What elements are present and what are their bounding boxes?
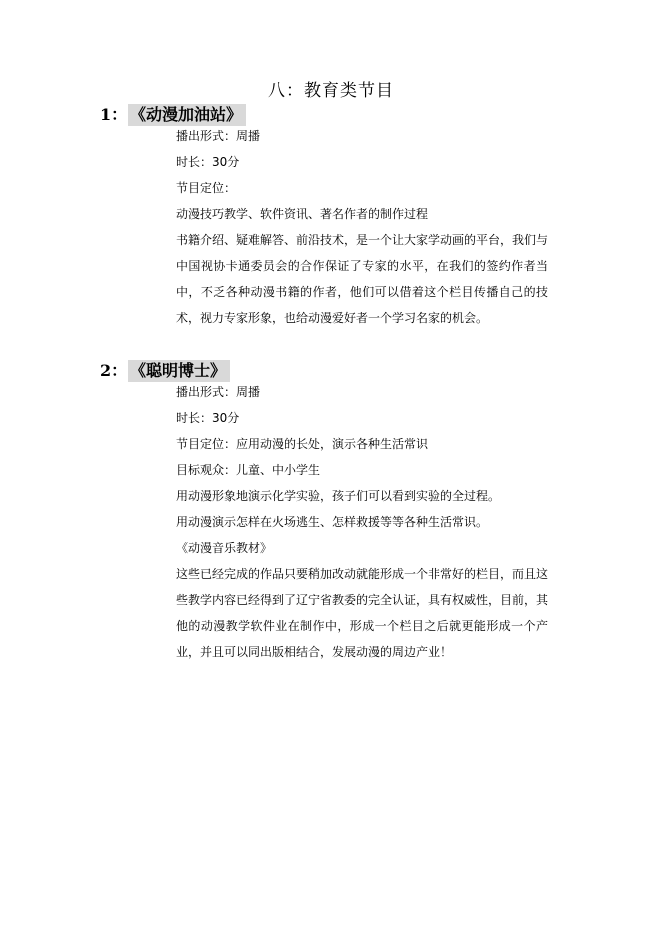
section-title: 《动漫加油站》 [128,104,246,126]
page-title: 八：教育类节目 [268,81,394,101]
positioning-label: 节目定位： [176,181,237,195]
section-heading-2 [100,360,230,382]
broadcast-format: 播出形式：周播 [176,129,261,143]
description-line: 用动漫形象地演示化学实验，孩子们可以看到实验的全过程。 [176,489,501,503]
target-audience: 目标观众：儿童、中小学生 [176,463,321,477]
duration: 时长：30分 [176,411,240,425]
section-paragraph-1: 书籍介绍、疑难解答、前沿技术，是一个让大家学动画的平台，我们与中国视协卡通委员会的合作保证了专家的水平，在我们的签约作者当中，不乏各种动漫书籍的作者，他们可以借着这个栏目传播自己的技术，视力专家形象，也给动漫爱好者一个学习名家的机会。 [176,233,549,325]
positioning-line: 节目定位：应用动漫的长处，演示各种生活常识 [176,437,429,451]
section-title: 《聪明博士》 [128,360,230,382]
section-heading-1 [100,104,246,126]
positioning-line: 动漫技巧教学、软件资讯、著名作者的制作过程 [176,207,429,221]
section-paragraph-2: 这些已经完成的作品只要稍加改动就能形成一个非常好的栏目，而且这些教学内容已经得到了辽宁省教委的完全认证，具有权威性，目前，其他的动漫教学软件业在制作中，形成一个栏目之后就更能形成一个产业，并且可以同出版相结合，发展动漫的周边产业！ [176,567,549,659]
duration: 时长：30分 [176,155,240,169]
description-line: 用动漫演示怎样在火场逃生、怎样救援等等各种生活常识。 [176,515,489,529]
section-number: 2： [100,361,128,380]
section-number: 1： [100,105,128,124]
subtitle-line: 《动漫音乐教材》 [176,541,273,555]
broadcast-format: 播出形式：周播 [176,385,261,399]
